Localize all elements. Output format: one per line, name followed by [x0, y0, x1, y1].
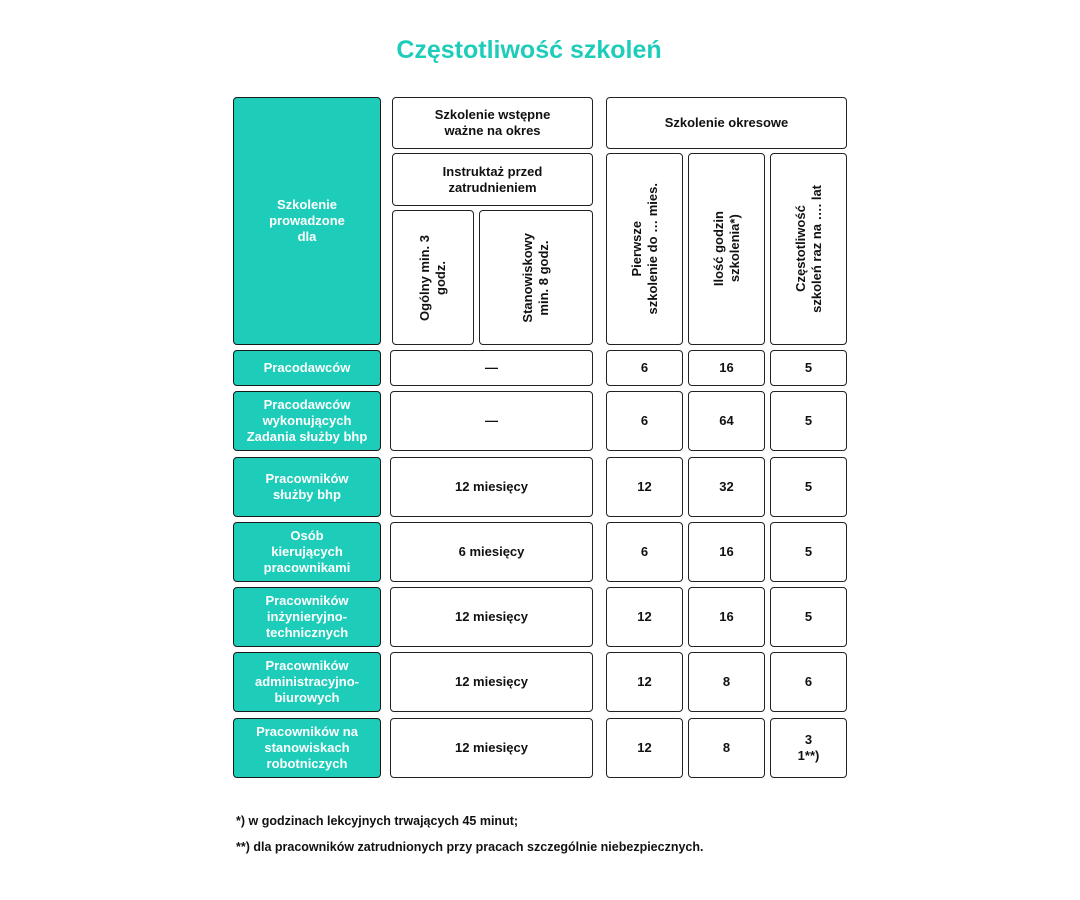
col-header-workplace	[479, 210, 593, 345]
frequency-cell: 3 1**)	[770, 718, 847, 778]
row-label: Pracodawców wykonujących Zadania służby bhp	[233, 391, 381, 451]
frequency-cell: 5	[770, 587, 847, 647]
col-header-hours	[688, 153, 765, 345]
frequency-cell: 5	[770, 391, 847, 451]
frequency-cell: 5	[770, 522, 847, 582]
periodic-training-header: Szkolenie okresowe	[606, 97, 847, 149]
footnote-hours: *) w godzinach lekcyjnych trwających 45 minut;	[236, 814, 519, 828]
initial-training-header: Szkolenie wstępne ważne na okres	[392, 97, 593, 149]
hours-cell: 16	[688, 587, 765, 647]
row-label: Pracowników służby bhp	[233, 457, 381, 517]
initial-period-cell: 12 miesięcy	[390, 652, 593, 712]
col-header-first	[606, 153, 683, 345]
frequency-cell: 5	[770, 457, 847, 517]
initial-period-cell: 6 miesięcy	[390, 522, 593, 582]
col-header-frequency	[770, 153, 847, 345]
col-header-hours-label: Ilość godzin szkolenia*)	[710, 211, 742, 287]
row-label: Pracodawców	[233, 350, 381, 386]
col-header-frequency-label: Częstotliwość szkoleń raz na …. lat	[792, 185, 824, 313]
row-label: Pracowników inżynieryjno- technicznych	[233, 587, 381, 647]
initial-period-cell: —	[390, 350, 593, 386]
first-training-cell: 12	[606, 587, 683, 647]
hours-cell: 64	[688, 391, 765, 451]
col-header-general	[392, 210, 474, 345]
hours-cell: 16	[688, 522, 765, 582]
hours-cell: 8	[688, 652, 765, 712]
page-title: Częstotliwość szkoleń	[396, 36, 662, 64]
initial-period-cell: —	[390, 391, 593, 451]
first-training-cell: 12	[606, 457, 683, 517]
first-training-cell: 12	[606, 652, 683, 712]
row-label: Pracowników administracyjno- biurowych	[233, 652, 381, 712]
first-training-cell: 12	[606, 718, 683, 778]
first-training-cell: 6	[606, 350, 683, 386]
initial-period-cell: 12 miesięcy	[390, 587, 593, 647]
row-label: Pracowników na stanowiskach robotniczych	[233, 718, 381, 778]
frequency-cell: 6	[770, 652, 847, 712]
row-label: Osób kierujących pracownikami	[233, 522, 381, 582]
col-header-general-label: Ogólny min. 3 godz.	[417, 234, 448, 321]
initial-period-cell: 12 miesięcy	[390, 718, 593, 778]
hours-cell: 16	[688, 350, 765, 386]
first-training-cell: 6	[606, 391, 683, 451]
col-header-first-label: Pierwsze szkolenie do … mies.	[628, 183, 660, 315]
first-training-cell: 6	[606, 522, 683, 582]
footnote-dangerous-work: **) dla pracowników zatrudnionych przy pracach szczególnie niebezpiecznych.	[236, 840, 704, 854]
initial-period-cell: 12 miesięcy	[390, 457, 593, 517]
frequency-cell: 5	[770, 350, 847, 386]
instruction-header: Instruktaż przed zatrudnieniem	[392, 153, 593, 206]
hours-cell: 32	[688, 457, 765, 517]
col-header-workplace-label: Stanowiskowy min. 8 godz.	[520, 232, 551, 323]
hours-cell: 8	[688, 718, 765, 778]
row-header-cell: Szkolenie prowadzone dla	[233, 97, 381, 345]
